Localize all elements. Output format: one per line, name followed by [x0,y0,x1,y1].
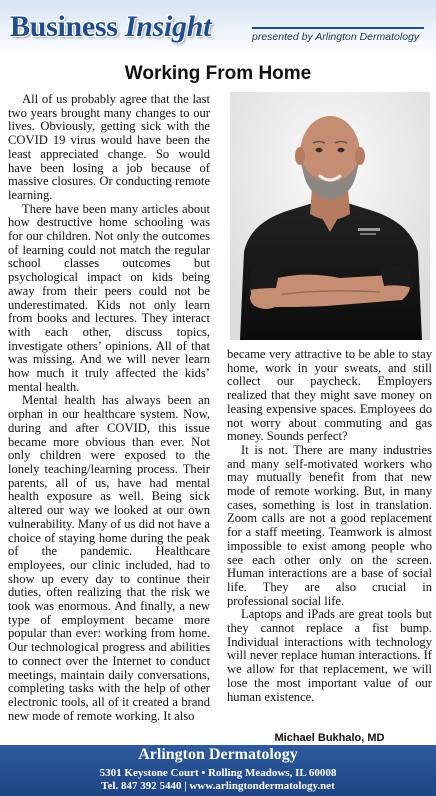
paragraph: became very attractive to be able to stay home, work in your sweats, and still collect our paycheck. Employers realized that they might save money on leasing expensive spaces. Employees do not worry about commuting and gas money. Sounds perfect? [227,347,432,444]
right-column [227,348,432,704]
paragraph: There have been many articles about how destructive home schooling was for our children. Not only the outcomes of learning could not match the regular school classes outcomes but psychological impact on kids being away from their peers could not be underestimated. Kids not only learn from books and lectures. They interact with each other, discuss topics, investigate others’ opinions. All of that was missing. And we will never learn how much it truly affected the kids’ mental health. [8,201,210,394]
author-signature: Michael Bukhalo, MD [274,732,385,744]
masthead-word-insight: Insight [124,10,212,43]
paragraph: It is not. There are many industries and many self-motivated workers who may mutually benefit from that new mode of remote working. But, in many cases, something is lost in translation. Zoom calls are not a good replacement for a staff meeting. Teamwork is almost impossible to exist among people who see each other only on the screen. Human interactions are a base of social life. They are also crucial in professional social life. [227,442,432,608]
article-title: Working From Home [124,63,312,84]
header-divider [252,27,424,29]
masthead-title [10,7,211,47]
paragraph: All of us probably agree that the last two years brought many changes to our lives. Obviously, getting sick with the COVID 19 virus would have been the least appreciated change. So would have been losing a job because of massive closures. Or conducting remote learning. [8,92,210,202]
header-band [0,0,436,57]
left-column [8,93,210,723]
presented-by: presented by Arlington Dermatology [252,31,420,43]
footer-address: 5301 Keystone Court • Rolling Meadows, IL 60008 [99,767,337,779]
paragraph: Mental health has always been an orphan in our healthcare system. Now, during and after COVID, this issue became more obvious than ever. Not only children were exposed to the lonely teaching/learning process. Their parents, all of us, have had mental health exposure as well. Being sick altered our way we looked at our own vulnerability. Many of us did not have a choice of staying home during the peak of the pandemic. Healthcare employees, our clinic included, had to show up every day to continue their duties, often realizing that the risk we took was enormous. And finally, a new type of employment became more popular than ever: working from home. Our technological progress and abilities to connect over the Internet to conduct meetings, maintain daily conversations, completing tasks with the help of other electronic tools, all of it created a brand new mode of remote working. It also [8,393,210,723]
author-photo [230,92,430,340]
paragraph: Laptops and iPads are great tools but they cannot replace a fist bump. Individual interactions with technology will never replace human interactions. If we allow for that replacement, we will lose the most important value of our human existence. [227,607,432,704]
footer-clinic-name: Arlington Dermatology [138,746,298,763]
footer-contact: Tel. 847 392 5440 | www.arlingtondermatology.net [101,780,335,792]
masthead-word-business: Business [10,10,118,43]
author-photo-illustration [230,92,430,340]
footer-band [0,745,436,796]
